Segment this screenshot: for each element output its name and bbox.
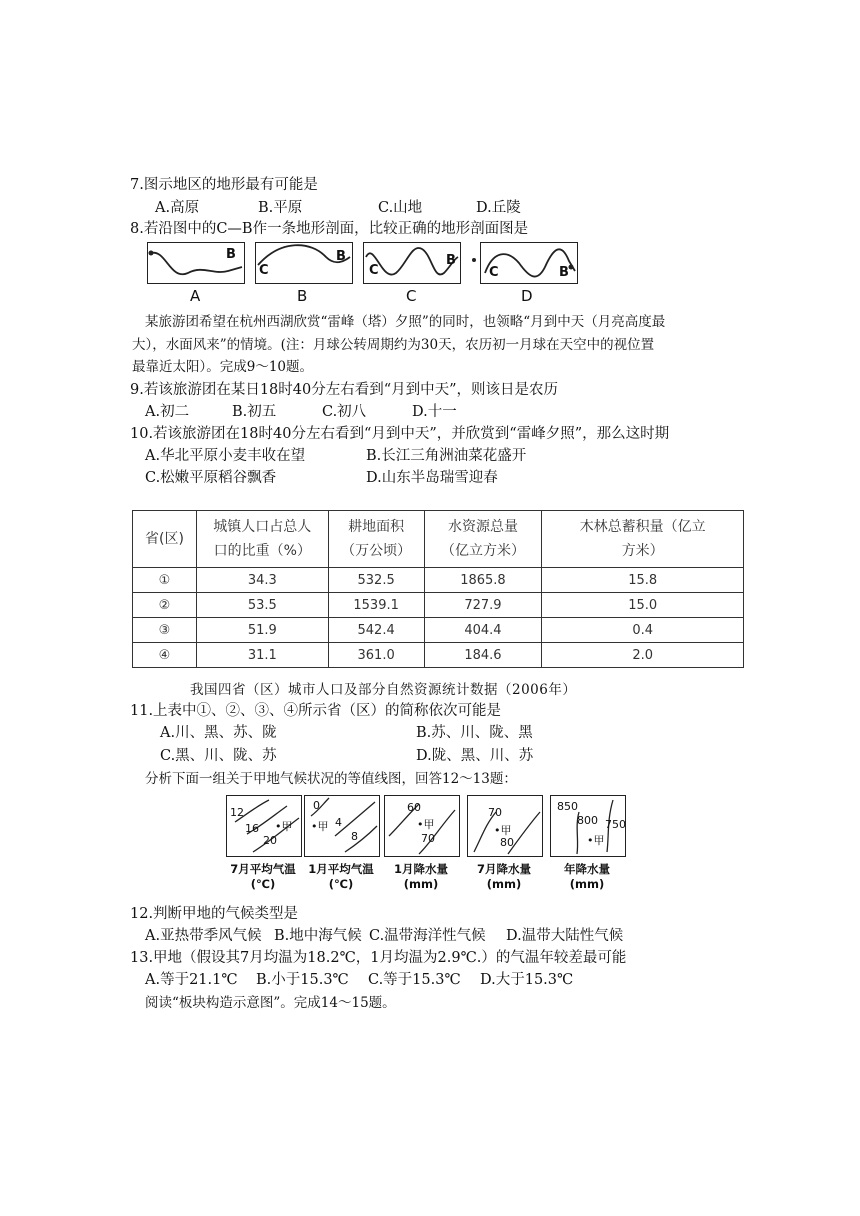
table-cell: 15.0 [542,593,744,618]
passage1-line2: 大），水面风来”的情境。(注：月球公转周期约为30天，农历初一月球在天空中的视位置 [132,337,655,353]
q12-option-a: A.亚热带季风气候 [145,928,262,944]
profile-b-box [255,242,353,284]
profile-a-right-mark: B [226,247,236,262]
isoline-map-annual-precip [550,795,626,857]
isoline-map-jan-temp [304,795,380,857]
profile-d-box [480,242,578,284]
header-forest: 木林总蓄积量（亿立 方米） [542,511,744,568]
profile-a-box [147,242,245,284]
table-cell: 184.6 [424,643,542,668]
table-cell: 31.1 [196,643,328,668]
location-jia: •甲 [311,820,329,833]
q11-option-a: A.川、黑、苏、陇 [160,725,277,741]
q7-stem: 7.图示地区的地形最有可能是 [130,177,318,193]
isoline-value: 8 [351,830,358,843]
table-cell: ② [133,593,197,618]
table-cell: 15.8 [542,568,744,593]
location-jia: •甲 [494,824,512,837]
table-cell: 51.9 [196,618,328,643]
isoline-value: 4 [335,816,342,829]
table-cell: 1865.8 [424,568,542,593]
q11-option-b: B.苏、川、陇、黑 [416,725,533,741]
q10-stem: 10.若该旅游团在18时40分左右看到“月到中天”，并欣赏到“雷峰夕照”，那么这时期 [130,426,670,442]
q10-option-b: B.长江三角洲油菜花盛开 [366,448,527,464]
location-jia: •甲 [275,820,293,833]
isoline-value: 850 [557,800,578,813]
q12-option-c: C.温带海洋性气候 [369,928,486,944]
table-cell: 0.4 [542,618,744,643]
passage1-line1: 某旅游团希望在杭州西湖欣赏“雷峰（塔）夕照”的同时，也领略“月到中天（月亮高度最 [145,314,666,330]
isoline-caption-july-precip: 7月降水量 (mm) [476,862,531,891]
statistics-table [132,510,744,668]
q7-option-c: C.山地 [378,200,423,216]
table-cell: 1539.1 [328,593,424,618]
isoline-map-jan-precip [384,795,460,857]
profile-b-right-mark: B [336,249,346,264]
q9-stem: 9.若该旅游团在某日18时40分左右看到“月到中天”，则该日是农历 [130,382,559,398]
isoline-value: 70 [488,806,502,819]
table-cell: 404.4 [424,618,542,643]
q7-option-d: D.丘陵 [476,200,521,216]
q12-stem: 12.判断甲地的气候类型是 [130,906,299,922]
q10-option-d: D.山东半岛瑞雪迎春 [366,470,498,486]
q7-option-a: A.高原 [155,200,200,216]
q10-option-c: C.松嫩平原稻谷飘香 [145,470,277,486]
q13-option-c: C.等于15.3℃ [368,972,461,988]
isoline-value: 0 [313,799,320,812]
location-jia: •甲 [417,818,435,831]
passage3: 阅读“板块构造示意图”。完成14～15题。 [145,995,396,1011]
passage2: 分析下面一组关于甲地气候状况的等值线图，回答12～13题： [145,771,517,787]
q11-option-d: D.陇、黑、川、苏 [416,748,534,764]
q12-option-b: B.地中海气候 [274,928,362,944]
header-farmland: 耕地面积 （万公顷） [328,511,424,568]
header-province: 省(区) [133,511,197,568]
table-cell: ③ [133,618,197,643]
table-caption: 我国四省（区）城市人口及部分自然资源统计数据（2006年） [190,682,577,698]
q9-option-d: D.十一 [412,404,457,420]
profile-d-start-dot [472,258,476,262]
isoline-value: 80 [500,836,514,849]
isoline-caption-july-temp: 7月平均气温 (℃) [230,862,296,891]
profile-c-label: C [406,287,417,305]
table-header-row [133,511,744,568]
q10-option-a: A.华北平原小麦丰收在望 [145,448,306,464]
table-cell: ④ [133,643,197,668]
q11-stem: 11.上表中①、②、③、④所示省（区）的简称依次可能是 [130,703,502,719]
isoline-caption-jan-precip: 1月降水量 (mm) [393,862,448,891]
table-row [133,643,744,668]
isoline-value: 12 [230,806,244,819]
isoline-caption-jan-temp: 1月平均气温 (℃) [308,862,374,891]
q13-option-b: B.小于15.3℃ [256,972,349,988]
table-cell: 727.9 [424,593,542,618]
isoline-caption-annual-precip: 年降水量 (mm) [564,862,610,891]
profile-c-right-mark: B [446,253,456,268]
location-jia: •甲 [587,834,605,847]
isoline-value: 750 [605,818,626,831]
isoline-value: 20 [263,834,277,847]
table-cell: 2.0 [542,643,744,668]
q12-option-d: D.温带大陆性气候 [506,928,624,944]
q8-stem: 8.若沿图中的C—B作一条地形剖面，比较正确的地形剖面图是 [130,221,529,237]
q9-option-c: C.初八 [322,404,367,420]
table-cell: 34.3 [196,568,328,593]
q7-option-b: B.平原 [258,200,303,216]
profile-d-label: D [521,287,533,305]
table-row [133,618,744,643]
q11-option-c: C.黑、川、陇、苏 [160,748,277,764]
q13-stem: 13.甲地（假设其7月均温为18.2℃，1月均温为2.9℃.）的气温年较差最可能 [130,950,627,966]
q9-option-b: B.初五 [232,404,277,420]
profile-b-left-mark: C [259,263,269,278]
q13-option-d: D.大于15.3℃ [480,972,574,988]
q13-option-a: A.等于21.1℃ [145,972,238,988]
table-cell: 53.5 [196,593,328,618]
profile-b-label: B [297,287,308,305]
table-row [133,593,744,618]
isoline-value: 800 [577,814,598,827]
table-cell: 532.5 [328,568,424,593]
isoline-map-july-temp [226,795,302,857]
header-urban-ratio: 城镇人口占总人 口的比重（%） [196,511,328,568]
table-cell: 542.4 [328,618,424,643]
passage1-line3: 最靠近太阳）。完成9～10题。 [132,359,314,375]
profile-d-right-mark: B [559,265,569,280]
table-row [133,568,744,593]
profile-d-left-mark: C [489,265,499,280]
isoline-value: 60 [407,801,421,814]
profile-c-left-mark: C [369,263,379,278]
isoline-value: 16 [245,822,259,835]
profile-a-label: A [190,287,201,305]
isoline-map-july-precip [467,795,543,857]
profile-c-box [363,242,461,284]
q9-option-a: A.初二 [145,404,190,420]
table-cell: ① [133,568,197,593]
table-cell: 361.0 [328,643,424,668]
header-water: 水资源总量 （亿立方米） [424,511,542,568]
isoline-value: 70 [421,832,435,845]
